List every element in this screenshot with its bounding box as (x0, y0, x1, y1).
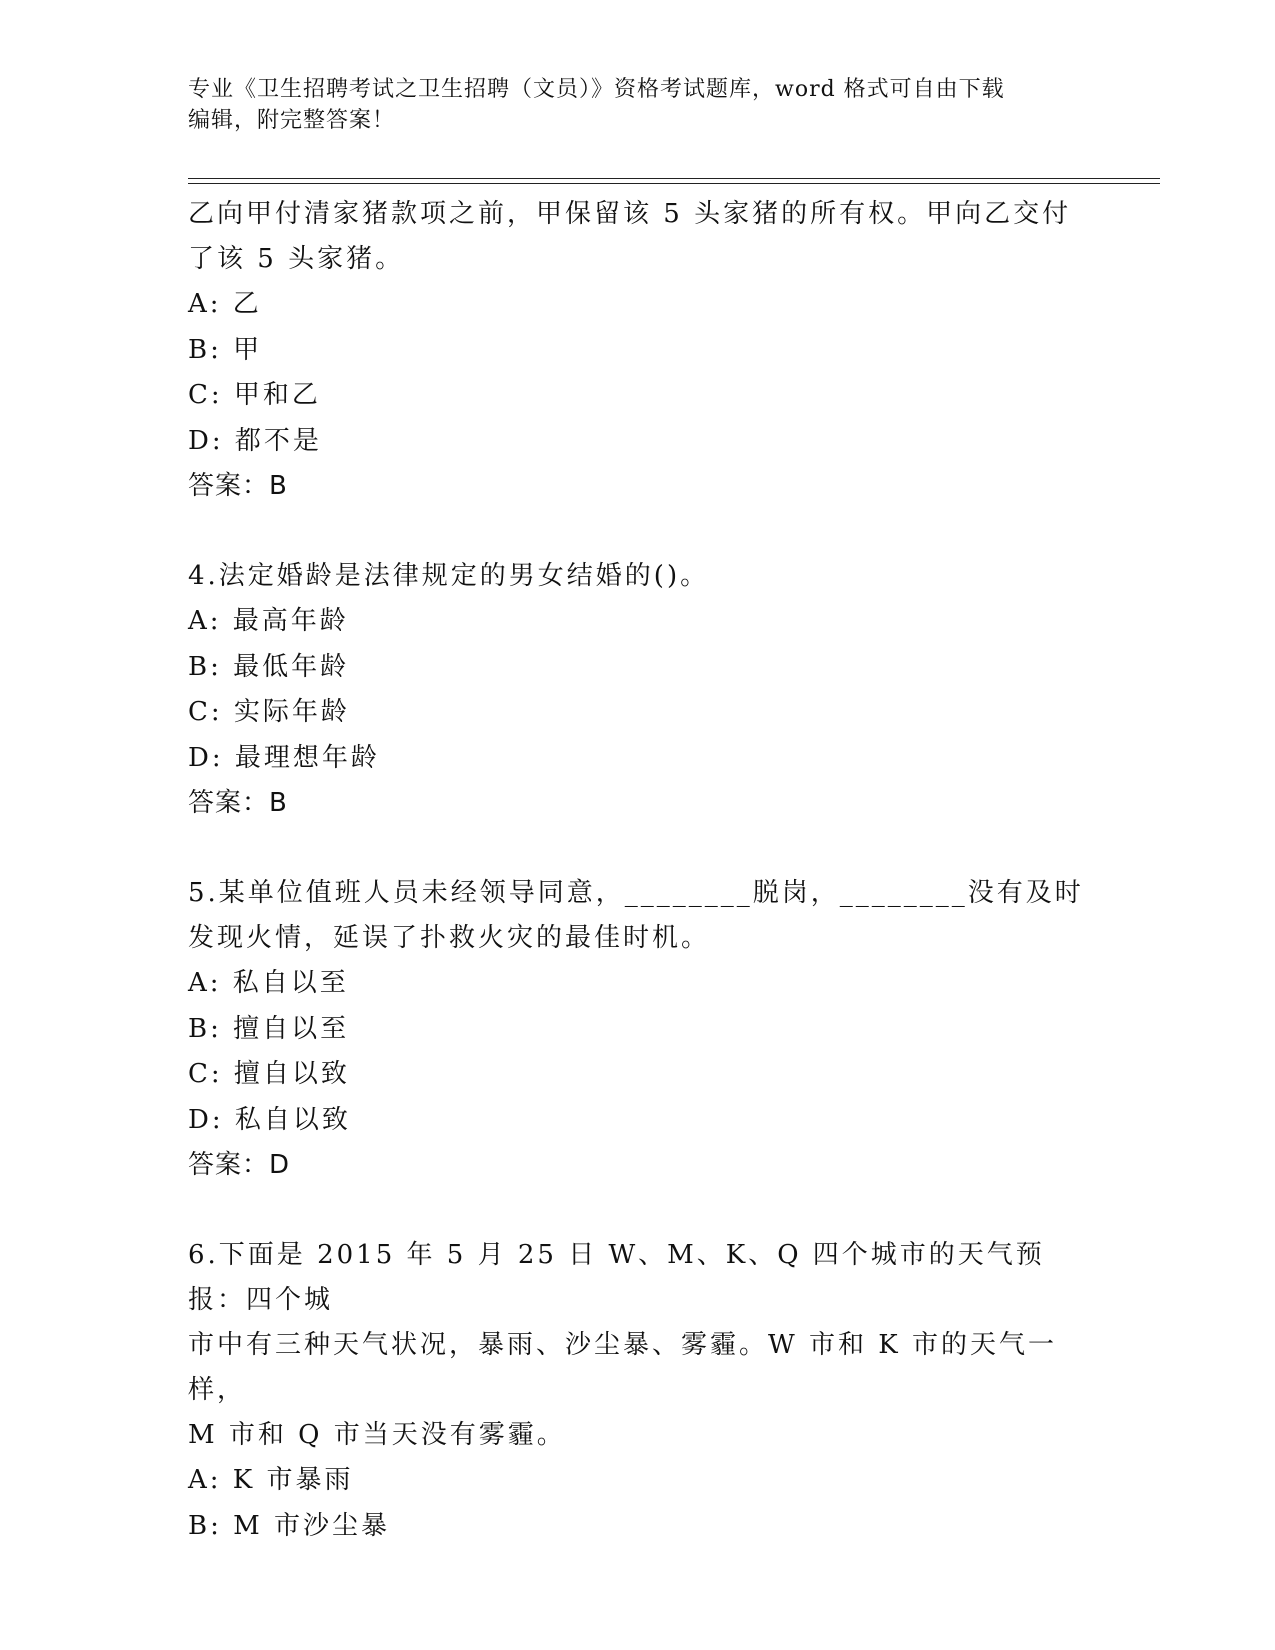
option-a: A: K 市暴雨 (188, 1465, 354, 1495)
option-c: C: 擅自以致 (188, 1059, 350, 1089)
answer-label: 答案：D (188, 1150, 291, 1180)
question-text-line: 了该 5 头家猪。 (188, 244, 405, 274)
question-text-line: 4.法定婚龄是法律规定的男女结婚的()。 (188, 561, 710, 591)
header-divider-bottom (188, 183, 1160, 184)
question-4 (188, 554, 1088, 826)
option-b: B: 甲 (188, 334, 263, 365)
option-d: D: 私自以致 (188, 1104, 351, 1135)
question-text-line: 发现火情，延误了扑救火灾的最佳时机。 (188, 923, 711, 953)
question-text-line: 乙向甲付清家猪款项之前，甲保留该 5 头家猪的所有权。甲向乙交付 (188, 199, 1072, 229)
option-a: A: 乙 (188, 289, 262, 319)
option-b: B: 擅自以至 (188, 1013, 350, 1044)
question-text-line: 5.某单位值班人员未经领导同意，________脱岗，________没有及时 (188, 878, 1084, 908)
option-d: D: 最理想年龄 (188, 742, 380, 773)
option-b: B: M 市沙尘暴 (188, 1510, 391, 1541)
question-6 (188, 1233, 1088, 1549)
question-list (188, 192, 1088, 1549)
spacer (188, 509, 1088, 554)
question-text-line: 6.下面是 2015 年 5 月 25 日 W、M、K、Q 四个城市的天气预报：四个城 (188, 1240, 1045, 1315)
document-header (188, 74, 1068, 136)
question-text-line: 市中有三种天气状况，暴雨、沙尘暴、雾霾。W 市和 K 市的天气一样， (188, 1330, 1057, 1405)
question-text-line: M 市和 Q 市当天没有雾霾。 (188, 1420, 566, 1450)
option-a: A: 最高年龄 (188, 606, 349, 636)
option-d: D: 都不是 (188, 425, 322, 456)
header-line-1: 专业《卫生招聘考试之卫生招聘（文员）》资格考试题库，word 格式可自由下载 (188, 77, 1005, 102)
option-b: B: 最低年龄 (188, 651, 350, 682)
header-divider-top (188, 178, 1160, 179)
question-5 (188, 871, 1088, 1188)
option-c: C: 实际年龄 (188, 697, 350, 727)
question-3 (188, 192, 1088, 509)
answer-label: 答案：B (188, 471, 288, 501)
header-line-2: 编辑，附完整答案！ (188, 108, 396, 133)
option-c: C: 甲和乙 (188, 380, 321, 410)
answer-label: 答案：B (188, 788, 288, 818)
option-a: A: 私自以至 (188, 968, 349, 998)
spacer (188, 826, 1088, 871)
spacer (188, 1188, 1088, 1233)
